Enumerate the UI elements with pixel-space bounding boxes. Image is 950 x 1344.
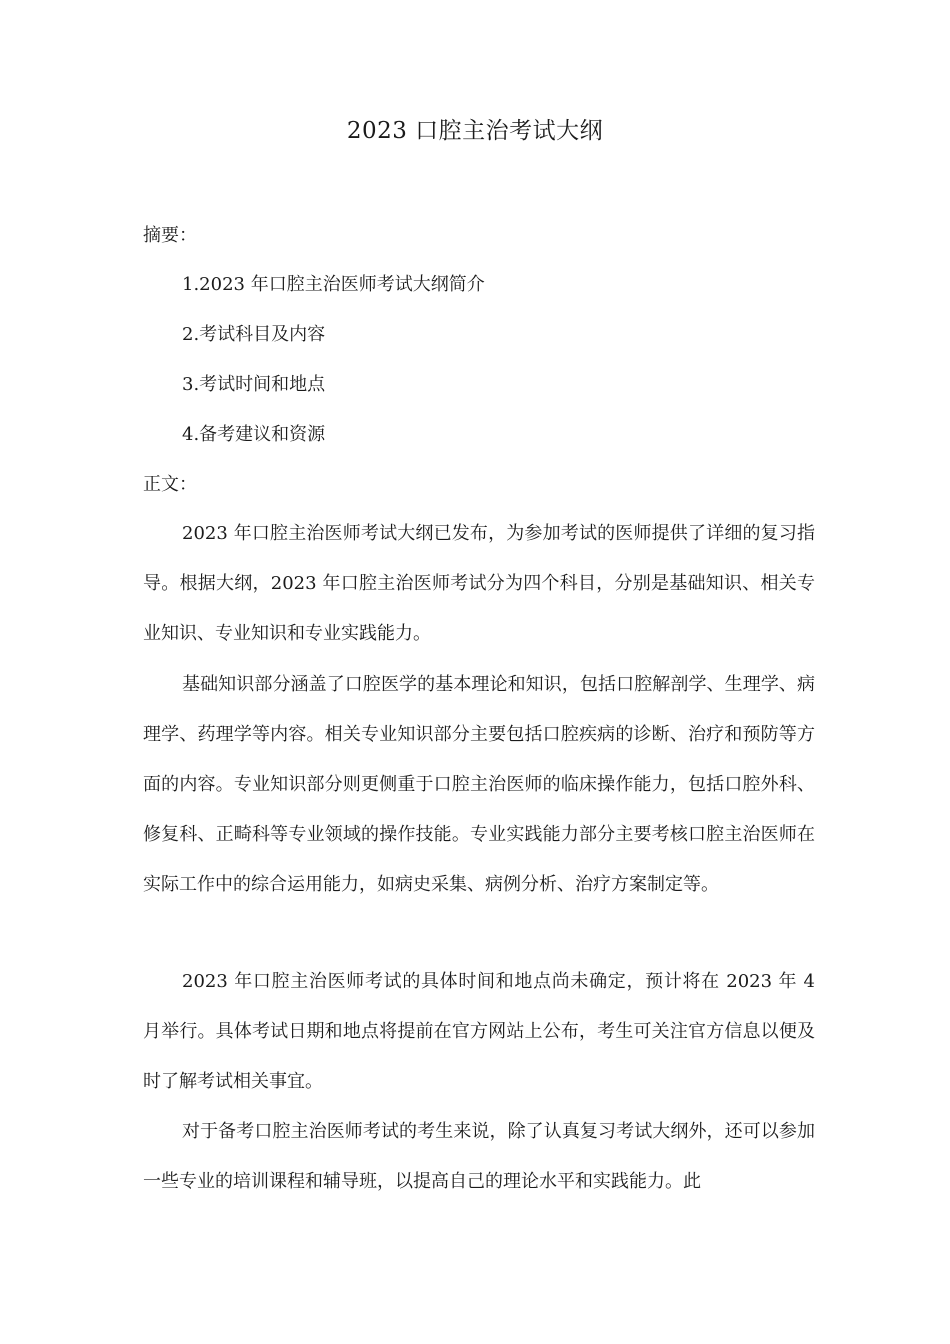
body-paragraph: 2023 年口腔主治医师考试大纲已发布，为参加考试的医师提供了详细的复习指导。根据大纲，2023 年口腔主治医师考试分为四个科目，分别是基础知识、相关专业知识、专业知识和专业实践能力。 <box>143 523 815 644</box>
outline-item: 1.2023 年口腔主治医师考试大纲简介 <box>182 274 485 295</box>
document-title: 2023 口腔主治考试大纲 <box>346 118 604 144</box>
body-paragraph: 2023 年口腔主治医师考试的具体时间和地点尚未确定，预计将在 2023 年 4 月举行。具体考试日期和地点将提前在官方网站上公布，考生可关注官方信息以便及时了解考试相关事宜。 <box>143 971 816 1092</box>
outline-item: 2.考试科目及内容 <box>182 324 326 345</box>
outline-item: 3.考试时间和地点 <box>182 374 326 395</box>
outline-item: 4.备考建议和资源 <box>182 424 326 445</box>
body-paragraph: 对于备考口腔主治医师考试的考生来说，除了认真复习考试大纲外，还可以参加一些专业的培训课程和辅导班，以提高自己的理论水平和实践能力。此 <box>143 1121 815 1192</box>
body-label: 正文： <box>143 474 197 495</box>
body-paragraph: 基础知识部分涵盖了口腔医学的基本理论和知识，包括口腔解剖学、生理学、病理学、药理学等内容。相关专业知识部分主要包括口腔疾病的诊断、治疗和预防等方面的内容。专业知识部分则更侧重于口腔主治医师的临床操作能力，包括口腔外科、修复科、正畸科等专业领域的操作技能。专业实践能力部分主要考核口腔主治医师在实际工作中的综合运用能力，如病史采集、病例分析、治疗方案制定等。 <box>143 674 815 895</box>
abstract-label: 摘要： <box>143 225 197 246</box>
